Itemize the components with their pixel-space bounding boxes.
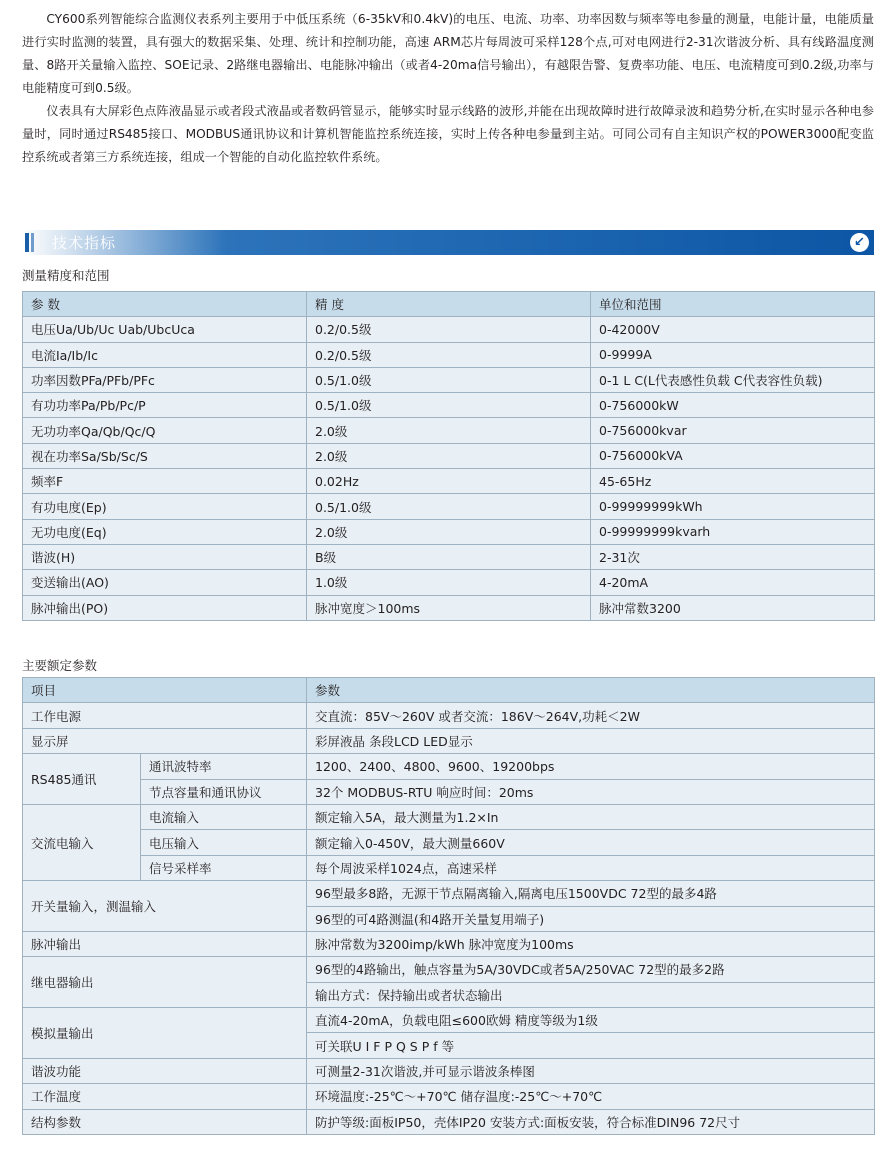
subitem-cell: 电流输入 <box>141 804 307 829</box>
intro-paragraph-2: 仪表具有大屏彩色点阵液晶显示或者段式液晶或者数码管显示，能够实时显示线路的波形,并能在出现故障时进行故障录波和趋势分析,在实时显示各种电参量时，同时通过RS485接口、MODBUS通讯协议和计算机智能监控系统连接，实时上传各种电参量到主站。可同公司有自主知识产权的POWER3000配变监控系统或者第三方系统连接，组成一个智能的自动化监控软件系统。 <box>22 104 874 164</box>
table-row <box>23 317 875 342</box>
table-row <box>23 855 875 880</box>
subitem-cell: 信号采样率 <box>141 855 307 880</box>
group-cell: 开关量输入，测温输入 <box>23 881 307 932</box>
param-cell: 谐波(H) <box>23 544 307 569</box>
section-header-bar <box>22 230 874 255</box>
value-cell: 防护等级:面板IP50，壳体IP20 安装方式:面板安装，符合标准DIN96 72尺寸 <box>307 1109 875 1134</box>
accuracy-cell: 脉冲宽度＞100ms <box>307 595 591 620</box>
table-row <box>23 494 875 519</box>
param-cell: 变送输出(AO) <box>23 570 307 595</box>
item-cell: 工作温度 <box>23 1084 307 1109</box>
item-cell: 谐波功能 <box>23 1058 307 1083</box>
intro-text <box>22 8 874 169</box>
item-cell: 脉冲输出 <box>23 931 307 956</box>
table-row <box>23 342 875 367</box>
param-cell: 有功电度(Ep) <box>23 494 307 519</box>
value-cell: 32个 MODBUS-RTU 响应时间：20ms <box>307 779 875 804</box>
rated-subtitle: 主要额定参数 <box>22 658 98 673</box>
group-cell: RS485通讯 <box>23 754 141 805</box>
param-cell: 频率F <box>23 469 307 494</box>
table-header-row <box>23 292 875 317</box>
table-row <box>23 367 875 392</box>
table-row <box>23 544 875 569</box>
param-cell: 无功功率Qa/Qb/Qc/Q <box>23 418 307 443</box>
item-cell: 结构参数 <box>23 1109 307 1134</box>
table-row <box>23 728 875 753</box>
accuracy-cell: 2.0级 <box>307 519 591 544</box>
table-row <box>23 754 875 779</box>
subitem-cell: 节点容量和通讯协议 <box>141 779 307 804</box>
accuracy-cell: 2.0级 <box>307 418 591 443</box>
value-cell: 额定输入0-450V，最大测量660V <box>307 830 875 855</box>
value-cell: 脉冲常数为3200imp/kWh 脉冲宽度为100ms <box>307 931 875 956</box>
section-bar-marker <box>25 233 29 252</box>
section-bar-marker-secondary <box>31 233 34 252</box>
param-cell: 视在功率Sa/Sb/Sc/S <box>23 443 307 468</box>
table-row <box>23 443 875 468</box>
table-row <box>23 1058 875 1083</box>
table-header-row <box>23 678 875 703</box>
range-cell: 0-99999999kWh <box>591 494 875 519</box>
value-cell: 输出方式：保持输出或者状态输出 <box>307 982 875 1007</box>
table-row <box>23 1008 875 1033</box>
table-row <box>23 595 875 620</box>
value-cell: 96型的可4路测温(和4路开关量复用端子) <box>307 906 875 931</box>
range-cell: 0-756000kvar <box>591 418 875 443</box>
table-row <box>23 804 875 829</box>
accuracy-cell: 2.0级 <box>307 443 591 468</box>
value-cell: 环境温度:-25℃～+70℃ 储存温度:-25℃～+70℃ <box>307 1084 875 1109</box>
table-row <box>23 957 875 982</box>
range-cell: 0-756000kVA <box>591 443 875 468</box>
table-row <box>23 469 875 494</box>
range-cell: 脉冲常数3200 <box>591 595 875 620</box>
value-cell: 96型的4路输出，触点容量为5A/30VDC或者5A/250VAC 72型的最多2路 <box>307 957 875 982</box>
table-row <box>23 519 875 544</box>
value-cell: 直流4-20mA，负载电阻≤600欧姆 精度等级为1级 <box>307 1008 875 1033</box>
table-row <box>23 570 875 595</box>
table-row <box>23 931 875 956</box>
value-cell: 1200、2400、4800、9600、19200bps <box>307 754 875 779</box>
value-cell: 额定输入5A，最大测量为1.2×In <box>307 804 875 829</box>
range-cell: 0-756000kW <box>591 393 875 418</box>
table-row <box>23 703 875 728</box>
measure-subtitle: 测量精度和范围 <box>22 268 110 283</box>
section-title: 技术指标 <box>52 234 117 252</box>
table-row <box>23 1109 875 1134</box>
table-row <box>23 779 875 804</box>
range-cell: 2-31次 <box>591 544 875 569</box>
range-cell: 0-99999999kvarh <box>591 519 875 544</box>
measure-table <box>22 291 875 621</box>
value-cell: 交直流：85V～260V 或者交流：186V～264V,功耗＜2W <box>307 703 875 728</box>
item-cell: 工作电源 <box>23 703 307 728</box>
header-cell: 参数 <box>307 678 875 703</box>
param-cell: 电流Ia/Ib/Ic <box>23 342 307 367</box>
header-cell: 项目 <box>23 678 307 703</box>
table-row <box>23 1084 875 1109</box>
range-cell: 0-1 L C(L代表感性负载 C代表容性负载) <box>591 367 875 392</box>
accuracy-cell: B级 <box>307 544 591 569</box>
table-row <box>23 393 875 418</box>
value-cell: 每个周波采样1024点，高速采样 <box>307 855 875 880</box>
value-cell: 可测量2-31次谐波,并可显示谐波条棒图 <box>307 1058 875 1083</box>
accuracy-cell: 0.5/1.0级 <box>307 367 591 392</box>
header-cell: 精 度 <box>307 292 591 317</box>
subitem-cell: 通讯波特率 <box>141 754 307 779</box>
group-cell: 模拟量输出 <box>23 1008 307 1059</box>
param-cell: 功率因数PFa/PFb/PFc <box>23 367 307 392</box>
value-cell: 96型最多8路，无源干节点隔离输入,隔离电压1500VDC 72型的最多4路 <box>307 881 875 906</box>
table-row <box>23 418 875 443</box>
accuracy-cell: 0.5/1.0级 <box>307 393 591 418</box>
param-cell: 脉冲输出(PO) <box>23 595 307 620</box>
range-cell: 45-65Hz <box>591 469 875 494</box>
header-cell: 单位和范围 <box>591 292 875 317</box>
rated-table <box>22 677 875 1135</box>
accuracy-cell: 0.2/0.5级 <box>307 317 591 342</box>
range-cell: 0-9999A <box>591 342 875 367</box>
accuracy-cell: 0.5/1.0级 <box>307 494 591 519</box>
range-cell: 4-20mA <box>591 570 875 595</box>
range-cell: 0-42000V <box>591 317 875 342</box>
value-cell: 彩屏液晶 条段LCD LED显示 <box>307 728 875 753</box>
header-cell: 参 数 <box>23 292 307 317</box>
param-cell: 无功电度(Eq) <box>23 519 307 544</box>
param-cell: 有功功率Pa/Pb/Pc/P <box>23 393 307 418</box>
group-cell: 交流电输入 <box>23 804 141 880</box>
param-cell: 电压Ua/Ub/Uc Uab/UbcUca <box>23 317 307 342</box>
accuracy-cell: 1.0级 <box>307 570 591 595</box>
arrow-down-left-icon: ↙ <box>850 233 869 252</box>
intro-paragraph-1: CY600系列智能综合监测仪表系列主要用于中低压系统（6-35kV和0.4kV)的电压、电流、功率、功率因数与频率等电参量的测量，电能计量，电能质量进行实时监测的装置，具有强大的数据采集、处理、统计和控制功能，高速 ARM芯片每周波可采样128个点,可对电网进行2-31次谐波分析、具有线路温度测量、8路开关量输入监控、SOE记录、2路继电器输出、电能脉冲输出（或者4-20ma信号输出），有越限告警、复费率功能、电压、电流精度可到0.2级,功率与电能精度可到0.5级。 <box>22 12 874 95</box>
value-cell: 可关联U I F P Q S P f 等 <box>307 1033 875 1058</box>
accuracy-cell: 0.2/0.5级 <box>307 342 591 367</box>
group-cell: 继电器输出 <box>23 957 307 1008</box>
table-row <box>23 881 875 906</box>
table-row <box>23 830 875 855</box>
subitem-cell: 电压输入 <box>141 830 307 855</box>
accuracy-cell: 0.02Hz <box>307 469 591 494</box>
item-cell: 显示屏 <box>23 728 307 753</box>
